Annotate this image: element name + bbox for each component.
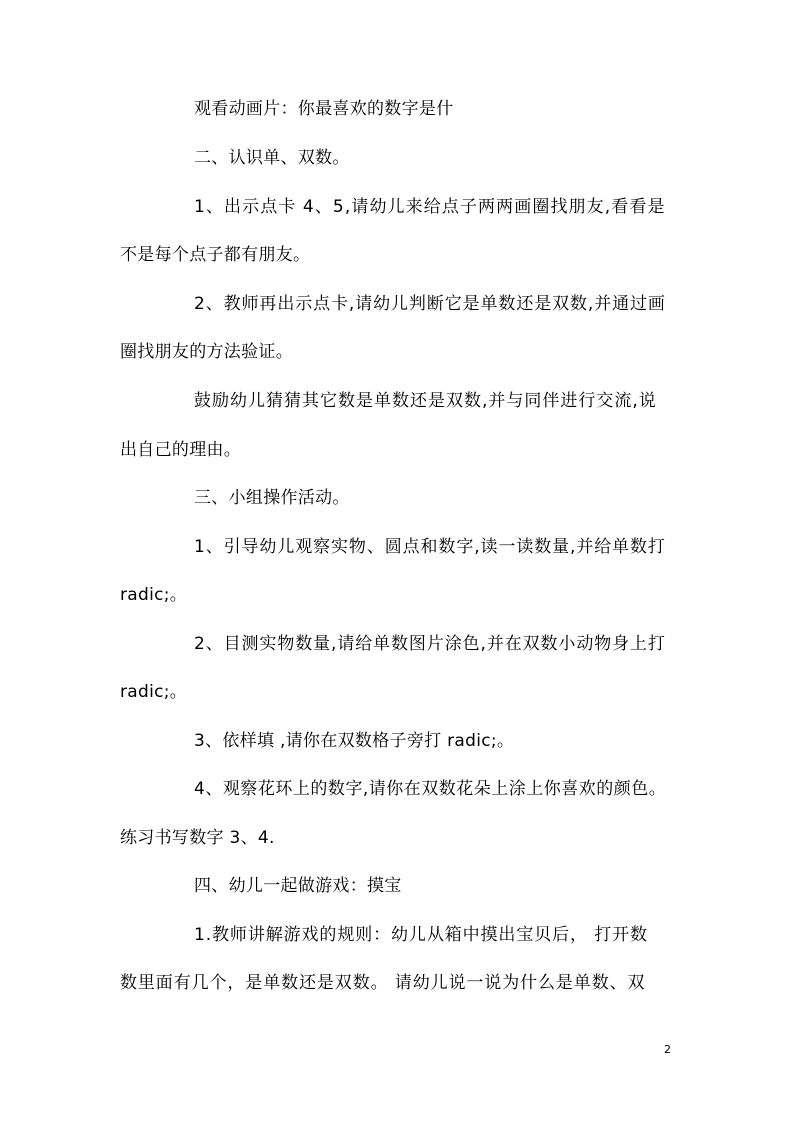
text-line: 1.教师讲解游戏的规则：幼儿从箱中摸出宝贝后， 打开数 bbox=[194, 925, 648, 945]
text-line: 出自己的理由。 bbox=[120, 440, 242, 460]
section-heading: 二、认识单、双数。 bbox=[194, 148, 350, 168]
text-line: 1、出示点卡 4、5,请幼儿来给点子两两画圈找朋友,看看是 bbox=[194, 197, 666, 217]
text-line: 观看动画片：你最喜欢的数字是什 bbox=[194, 99, 454, 119]
text-line: 鼓励幼儿猜猜其它数是单数还是双数,并与同伴进行交流,说 bbox=[194, 391, 657, 411]
section-heading: 三、小组操作活动。 bbox=[194, 488, 350, 508]
page-number: 2 bbox=[664, 1043, 671, 1056]
text-line: 不是每个点子都有朋友。 bbox=[120, 245, 311, 265]
text-line: 4、观察花环上的数字,请你在双数花朵上涂上你喜欢的颜色。 bbox=[194, 779, 667, 799]
text-line: 1、引导幼儿观察实物、圆点和数字,读一读数量,并给单数打 bbox=[194, 537, 666, 557]
text-line: 2、目测实物数量,请给单数图片涂色,并在双数小动物身上打 bbox=[194, 634, 666, 654]
text-line: 3、依样填 ,请你在双数格子旁打 radic;。 bbox=[194, 731, 515, 751]
text-line: 数里面有几个，是单数还是双数。 请幼儿说一说为什么是单数、双 bbox=[120, 973, 646, 993]
text-line: radic;。 bbox=[120, 585, 188, 605]
text-line: 圈找朋友的方法验证。 bbox=[120, 342, 293, 362]
text-line: 2、教师再出示点卡,请幼儿判断它是单数还是双数,并通过画 bbox=[194, 294, 666, 314]
text-line: radic;。 bbox=[120, 682, 188, 702]
section-heading: 四、幼儿一起做游戏：摸宝 bbox=[194, 876, 402, 896]
text-line: 练习书写数字 3、4. bbox=[120, 828, 275, 848]
